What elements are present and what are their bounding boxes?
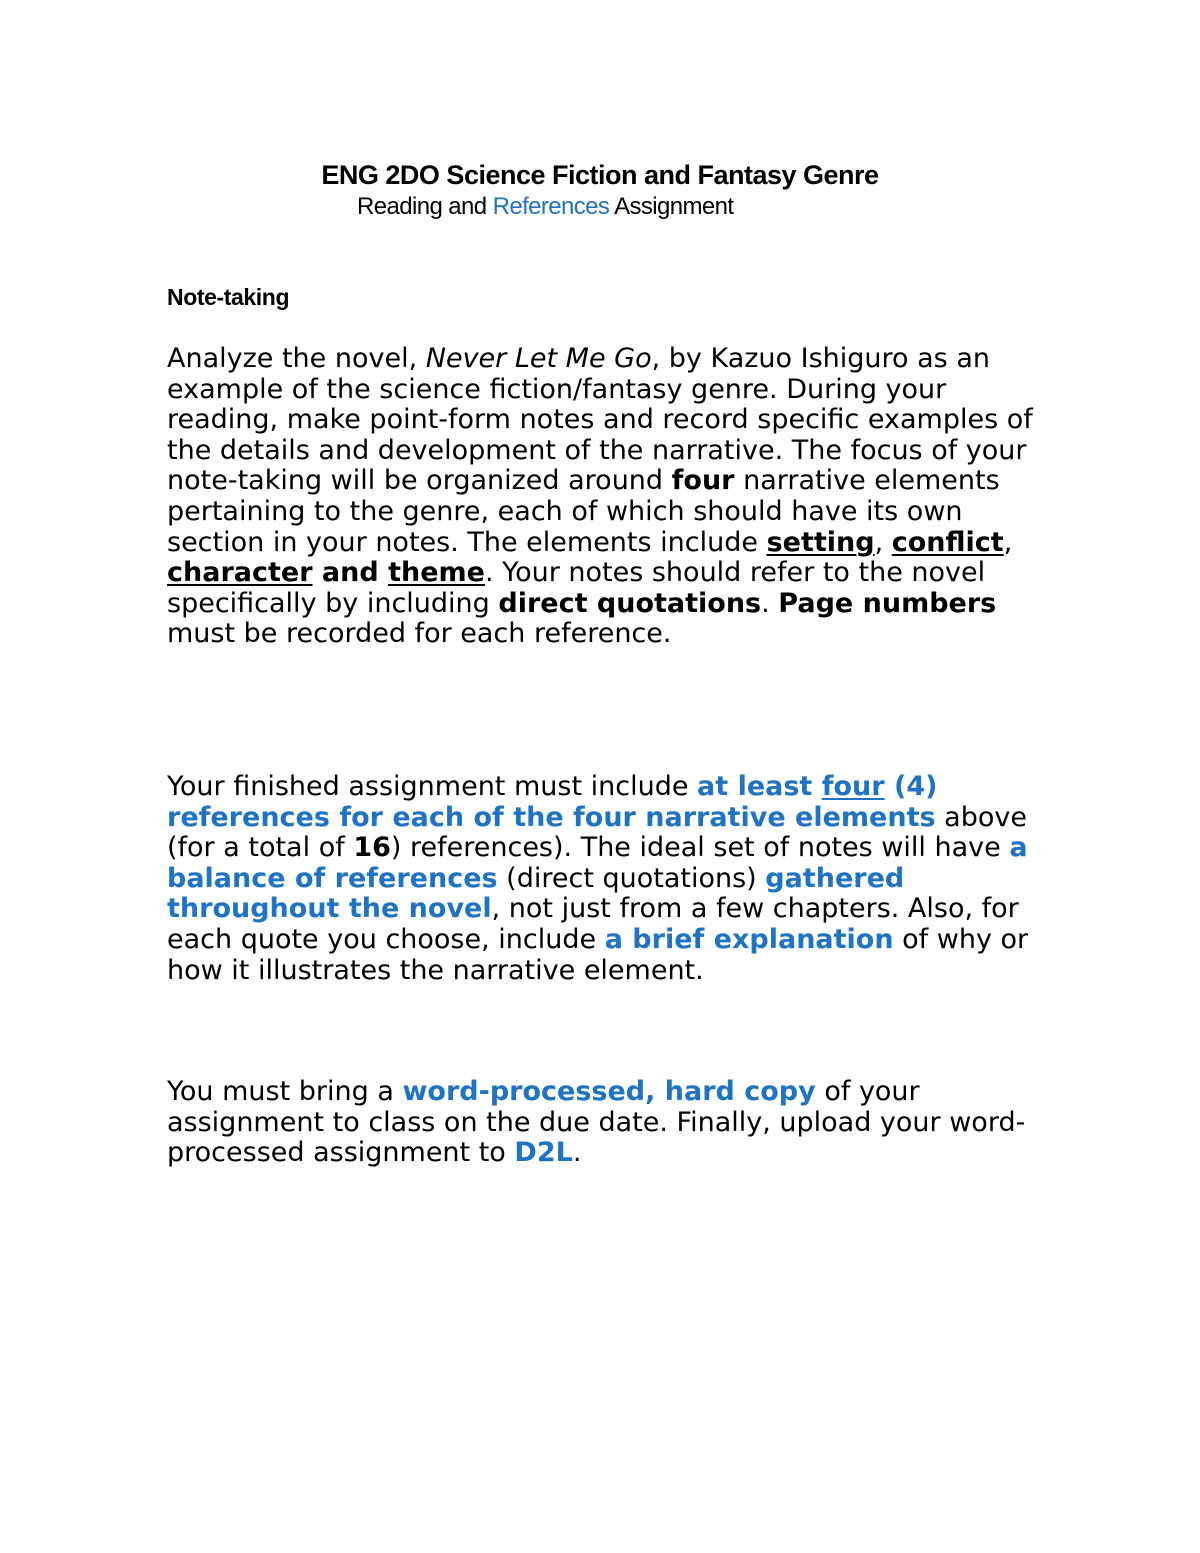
p2-text-2: above (for a total of xyxy=(167,801,1027,864)
p2-four: four xyxy=(821,771,885,802)
p1-text-6: . xyxy=(761,587,779,619)
references-count: (4) references for each of the four narrative elements xyxy=(167,771,938,833)
d2l: D2L xyxy=(514,1137,573,1169)
subtitle-references: References xyxy=(492,193,610,220)
word-processed-hard-copy: word-processed, hard copy xyxy=(402,1076,816,1107)
element-character: character xyxy=(167,557,313,589)
p1-text-3: example of the science fiction/fantasy genre. During your reading, make point-form notes and record specific examples of the details and development of the narrative. The focus of your note-taking will be organized around xyxy=(167,373,1033,497)
brief-explanation: a brief explanation xyxy=(604,923,894,955)
p1-four: four xyxy=(671,465,735,497)
subtitle-part-3: Assignment xyxy=(609,193,734,220)
paragraph-requirements xyxy=(167,772,1037,986)
element-conflict: conflict xyxy=(891,526,1004,558)
p1-and: and xyxy=(312,557,389,589)
p2-text-1: Your finished assignment must include xyxy=(167,771,698,802)
document-title: ENG 2DO Science Fiction and Fantasy Genre xyxy=(321,160,879,190)
paragraph-instructions xyxy=(167,344,1037,650)
p1-text-1: Analyze the novel, xyxy=(167,343,426,374)
subtitle-part-1: Reading and xyxy=(357,193,493,220)
section-heading-note-taking: Note-taking xyxy=(167,284,290,310)
paragraph-submission xyxy=(167,1077,1037,1169)
p1-comma-2: , xyxy=(1003,526,1013,558)
page-numbers: Page numbers xyxy=(778,587,997,619)
novel-title: Never Let Me Go xyxy=(425,343,652,374)
element-setting: setting xyxy=(766,526,875,558)
element-theme: theme xyxy=(388,557,485,589)
p3-text-2: of your assignment to class on the due date. Finally, upload your word-processed assignment to xyxy=(167,1076,1026,1169)
p2-text-3: ) references). The ideal set of notes will have xyxy=(390,832,1010,864)
document-subtitle xyxy=(357,192,733,222)
balance-of-references: a balance of references xyxy=(167,832,1028,894)
p1-text-7: must be recorded for each reference. xyxy=(167,618,672,650)
p1-text-4: narrative elements pertaining to the genre, each of which should have its own section in your notes. The elements include xyxy=(167,465,1000,558)
p3-text-1: You must bring a xyxy=(167,1076,403,1107)
p1-comma-1: , xyxy=(874,526,892,558)
p1-text-2: , by Kazuo Ishiguro as an xyxy=(651,343,990,374)
direct-quotations: direct quotations xyxy=(498,587,762,619)
p2-text-6: of why or how it illustrates the narrative element. xyxy=(167,923,1029,986)
p2-text-4: (direct quotations) xyxy=(497,862,766,894)
p2-text-5: , not just from a few chapters. Also, for each quote you choose, include xyxy=(167,893,1019,955)
gathered-throughout: gathered throughout the novel xyxy=(167,862,905,925)
p3-text-3: . xyxy=(572,1137,582,1169)
p1-text-5: . Your notes should refer to the novel specifically by including xyxy=(167,557,986,619)
total-sixteen: 16 xyxy=(353,832,391,864)
at-least: at least xyxy=(697,771,822,802)
